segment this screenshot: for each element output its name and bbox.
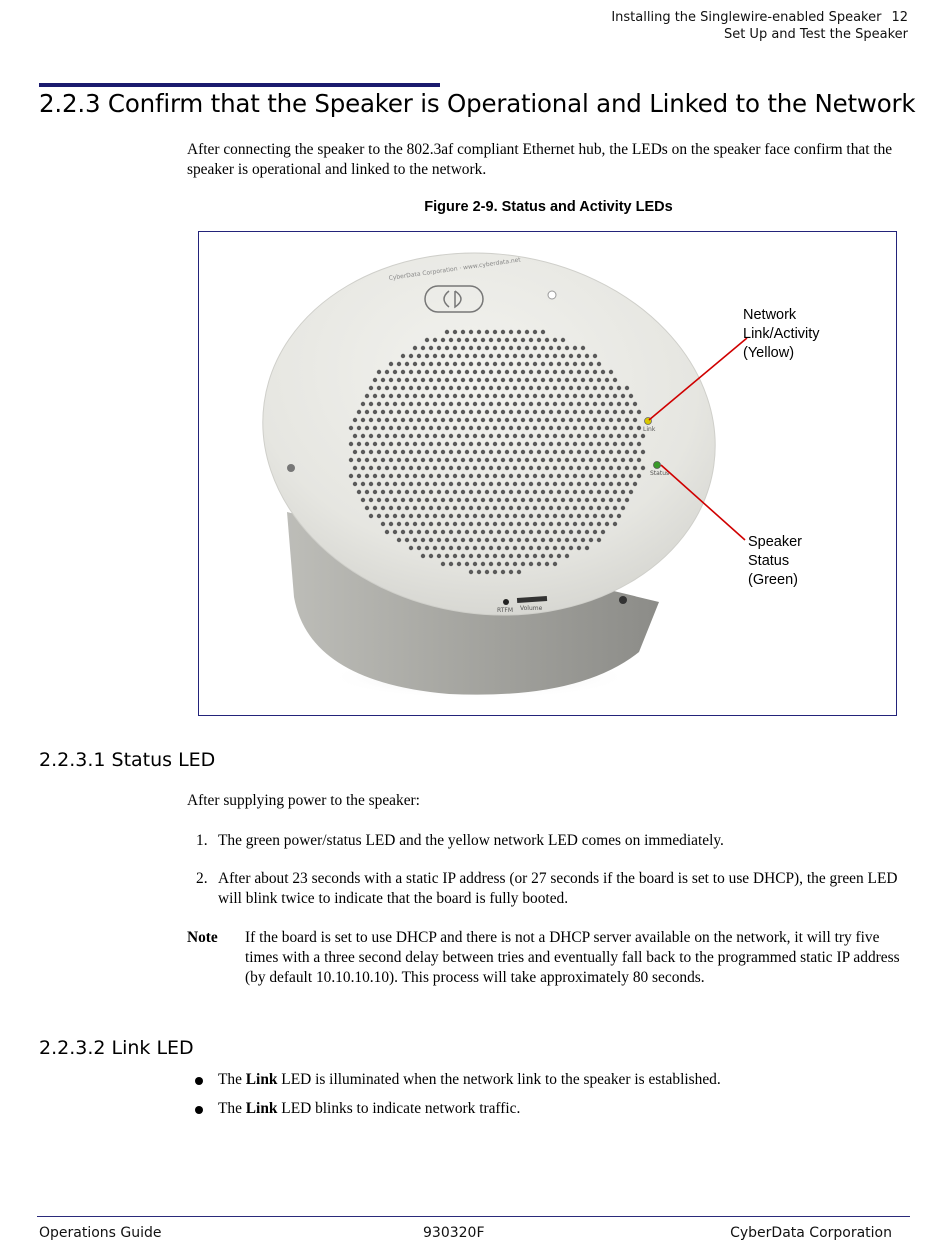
step-text: The green power/status LED and the yellow network LED comes on immediately. (218, 832, 724, 849)
section-intro: After connecting the speaker to the 802.3af compliant Ethernet hub, the LEDs on the speaker face confirm that the speaker is operational and linked to the network. (187, 141, 893, 178)
note-text: If the board is set to use DHCP and there is not a DHCP server available on the network, it will try five times with a three second delay between tries and eventually fall back to the programmed static IP address (by default 10.10.10.10). This process will take approximately 80 seconds. (245, 929, 900, 986)
bullet-pre: The (218, 1100, 246, 1117)
status-callout (748, 533, 802, 590)
rtfm-button (503, 599, 509, 605)
footer-center: 930320F (423, 1225, 485, 1241)
figure-frame (198, 231, 897, 716)
link-led-bullets (187, 1070, 721, 1128)
header-line-2: Set Up and Test the Speaker (723, 27, 908, 42)
list-item (187, 869, 907, 909)
bullet-pre: The (218, 1071, 246, 1088)
step-number: 1. (196, 832, 208, 849)
status-callout-line-3: (Green) (748, 572, 798, 588)
bullet-post: LED blinks to indicate network traffic. (277, 1100, 521, 1117)
list-item (187, 1099, 721, 1119)
bullet-icon (195, 1077, 203, 1085)
step-number: 2. (196, 870, 208, 887)
header-chapter: Installing the Singlewire-enabled Speaker (611, 10, 882, 25)
status-led-label: Status (650, 470, 670, 477)
status-callout-line-2: Status (748, 553, 790, 569)
status-led-steps (187, 831, 907, 927)
list-item (187, 1070, 721, 1090)
brand-text: CyberData Corporation · www.cyberdata.net (388, 256, 522, 282)
section-rule (39, 83, 440, 87)
network-callout-line-1: Network (743, 307, 797, 323)
page-number: 12 (891, 10, 908, 25)
rtfm-label: RTFM (497, 607, 514, 614)
mounting-hole (287, 464, 295, 472)
speaker-illustration (199, 232, 896, 715)
step-text: After about 23 seconds with a static IP address (or 27 seconds if the board is set to use DHCP), the green LED will blink twice to indicate that the board is fully booted. (218, 870, 898, 907)
status-led (654, 462, 661, 469)
list-item (187, 831, 907, 851)
footer-rule (37, 1216, 910, 1217)
bullet-bold: Link (245, 1100, 278, 1117)
status-led-heading: 2.2.3.1 Status LED (39, 749, 216, 771)
bullet-post: LED is illuminated when the network link to the speaker is established. (277, 1071, 721, 1088)
header-line-1 (611, 9, 908, 26)
section-title: 2.2.3 Confirm that the Speaker is Operational and Linked to the Network (39, 89, 916, 118)
network-callout (743, 306, 820, 363)
status-callout-line-1: Speaker (748, 534, 803, 550)
status-led-intro: After supplying power to the speaker: (187, 792, 420, 809)
footer-left: Operations Guide (39, 1225, 162, 1241)
footer-right: CyberData Corporation (730, 1225, 892, 1241)
bullet-bold: Link (245, 1071, 278, 1088)
network-callout-line-2: Link/Activity (743, 326, 820, 342)
link-led-heading: 2.2.3.2 Link LED (39, 1037, 194, 1059)
network-callout-line-3: (Yellow) (743, 345, 795, 361)
bullet-icon (195, 1106, 203, 1114)
volume-label: Volume (520, 605, 543, 612)
mounting-hole (619, 596, 627, 604)
note-label: Note (187, 929, 218, 946)
mounting-hole (548, 291, 556, 299)
running-header (611, 9, 908, 43)
note-block (187, 928, 907, 988)
figure-caption: Figure 2-9. Status and Activity LEDs (424, 199, 673, 215)
link-led-label: Link (643, 426, 656, 433)
